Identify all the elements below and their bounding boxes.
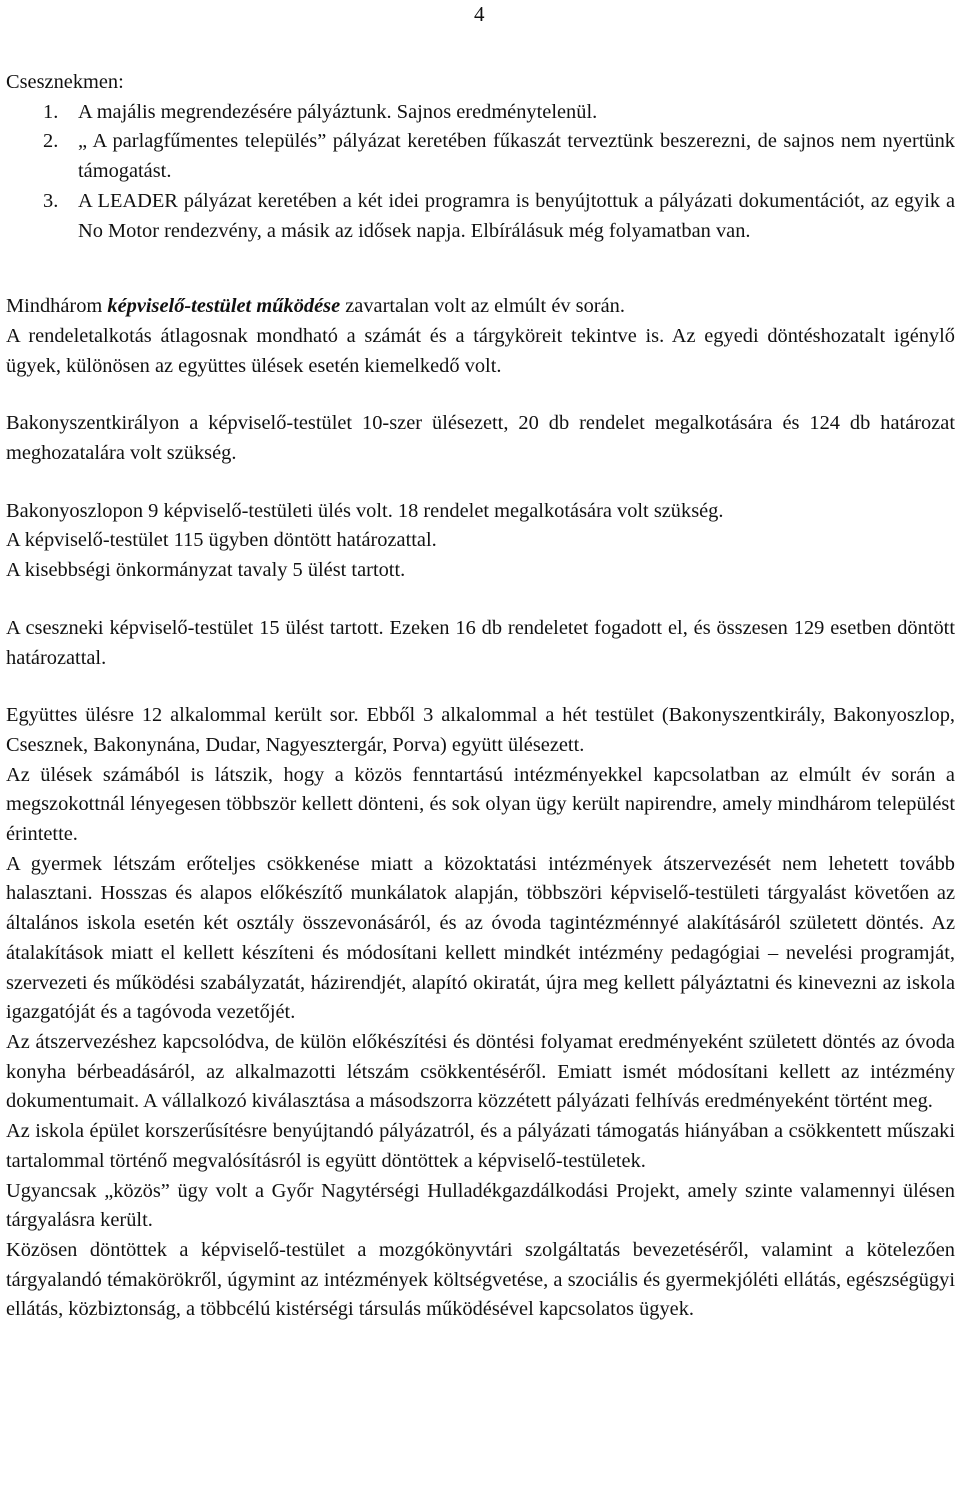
- paragraph-bakonyszentkiraly: Bakonyszentkirályon a képviselő-testület 10-szer ülésezett, 20 db rendelet megalkotására és 124 db határozat meghozatalára volt szükség.: [6, 412, 955, 465]
- list-item-number: 1.: [43, 100, 59, 123]
- paragraph-bakonyoszlop-1: Bakonyoszlopon 9 képviselő-testületi ülés volt. 18 rendelet megalkotására volt szükség.: [6, 499, 724, 522]
- list-item: [6, 98, 955, 128]
- page-number: 4: [474, 2, 485, 26]
- paragraph-kozosen: Közösen döntöttek a képviselő-testület a mozgókönyvtári szolgáltatás bevezetéséről, valamint a kötelezően tárgyalandó témakörökről, úgymint az intézmények költségvetése, a szociális és gyermekjóléti ellátás, egészségügyi ellátás, közbiztonság, a többcélú kistérségi társulás működésével kapcsolatos ügyek.: [6, 1238, 955, 1321]
- list-item-text: „ A parlagfűmentes település” pályázat keretében fűkaszát terveztünk beszerezni, de sajnos nem nyertünk támogatást.: [78, 130, 955, 183]
- list-item-number: 2.: [43, 130, 59, 153]
- section-heading: Csesznekmen:: [6, 71, 124, 93]
- list-item-text: A LEADER pályázat keretében a két idei programra is benyújtottuk a pályázati dokumentációt, az egyik a No Motor rendezvény, a másik az idősek napja. Elbírálásuk még folyamatban van.: [78, 189, 955, 242]
- paragraph-ugyancsak: Ugyancsak „közös” ügy volt a Győr Nagytérségi Hulladékgazdálkodási Projekt, amely szinte valamennyi ülésen tárgyalásra került.: [6, 1179, 955, 1232]
- paragraph-csesznek: A cseszneki képviselő-testület 15 ülést tartott. Ezeken 16 db rendeletet fogadott el, és összesen 129 esetben döntött határozattal.: [6, 616, 955, 669]
- intro-emphasis: képviselő-testület működése: [107, 295, 341, 318]
- paragraph-ulesek: Az ülések számából is látszik, hogy a közös fenntartású intézményekkel kapcsolatban az elmúlt év során a megszokottnál lényegesen többször kellett dönteni, és sok olyan ügy került napirendre, amely mindhárom települést érintette.: [6, 763, 955, 846]
- paragraph-rendeletalkotas: A rendeletalkotás átlagosnak mondható a számát és a tárgyköreit tekintve is. Az egyedi döntéshozatalt igénylő ügyek, különösen az együttes ülések esetén kiemelkedő volt.: [6, 324, 955, 377]
- numbered-list: [6, 98, 955, 247]
- paragraph-atszervezes: Az átszervezéshez kapcsolódva, de külön előkészítési és döntési folyamat eredményeként született döntés az óvoda konyha bérbeadásáról, az alkalmazotti létszám csökkentéséről. Emiatt ismét módosítani kellett az intézmény dokumentumait. A vállalkozó kiválasztása a másodszorra közzétett pályázati felhívás eredményeként történt meg.: [6, 1030, 955, 1113]
- document-body: [6, 68, 955, 1325]
- list-item: [6, 127, 955, 186]
- paragraph-iskola: Az iskola épület korszerűsítésre benyújtandó pályázatról, és a pályázati támogatás hiányában a csökkentett műszaki tartalommal történő megvalósításról is együtt döntöttek a képviselő-testületek.: [6, 1120, 955, 1172]
- intro-after: zavartalan volt az elmúlt év során.: [340, 295, 625, 318]
- list-item-number: 3.: [43, 189, 59, 212]
- list-item: [6, 187, 955, 246]
- paragraph-bakonyoszlop-2: A képviselő-testület 115 ügyben döntött határozattal.: [6, 529, 437, 552]
- paragraph-bakonyoszlop-3: A kisebbségi önkormányzat tavaly 5 ülést tartott.: [6, 559, 406, 582]
- list-item-text: A majális megrendezésére pályáztunk. Sajnos eredménytelenül.: [78, 100, 598, 123]
- paragraph-gyermek: A gyermek létszám erőteljes csökkenése miatt a közoktatási intézmények átszervezését nem lehetett tovább halasztani. Hosszas és alapos előkészítő munkálatok alapján, többszöri képviselő-testületi tárgyalást követően az általános iskola esetén két osztály összevonásáról, és az óvoda tagintézménnyé alakításáról született döntés. Az átalakítások miatt el kellett készíteni és módosítani kellett mindkét intézmény pedagógiai – nevelési programját, szervezeti és működési szabályzatát, házirendjét, alapító okiratát, újra meg kellett pályáztatni és kinevezni az iskola igazgatóját és a tagóvoda vezetőjét.: [6, 852, 955, 1024]
- intro-before: Mindhárom: [6, 295, 108, 318]
- intro-sentence: [6, 292, 955, 322]
- paragraph-egyuttes: Együttes ülésre 12 alkalommal került sor. Ebből 3 alkalommal a hét testület (Bakonyszentkirály, Bakonyoszlop, Csesznek, Bakonynána, Dudar, Nagyesztergár, Porva) együtt ülésezett.: [6, 704, 955, 756]
